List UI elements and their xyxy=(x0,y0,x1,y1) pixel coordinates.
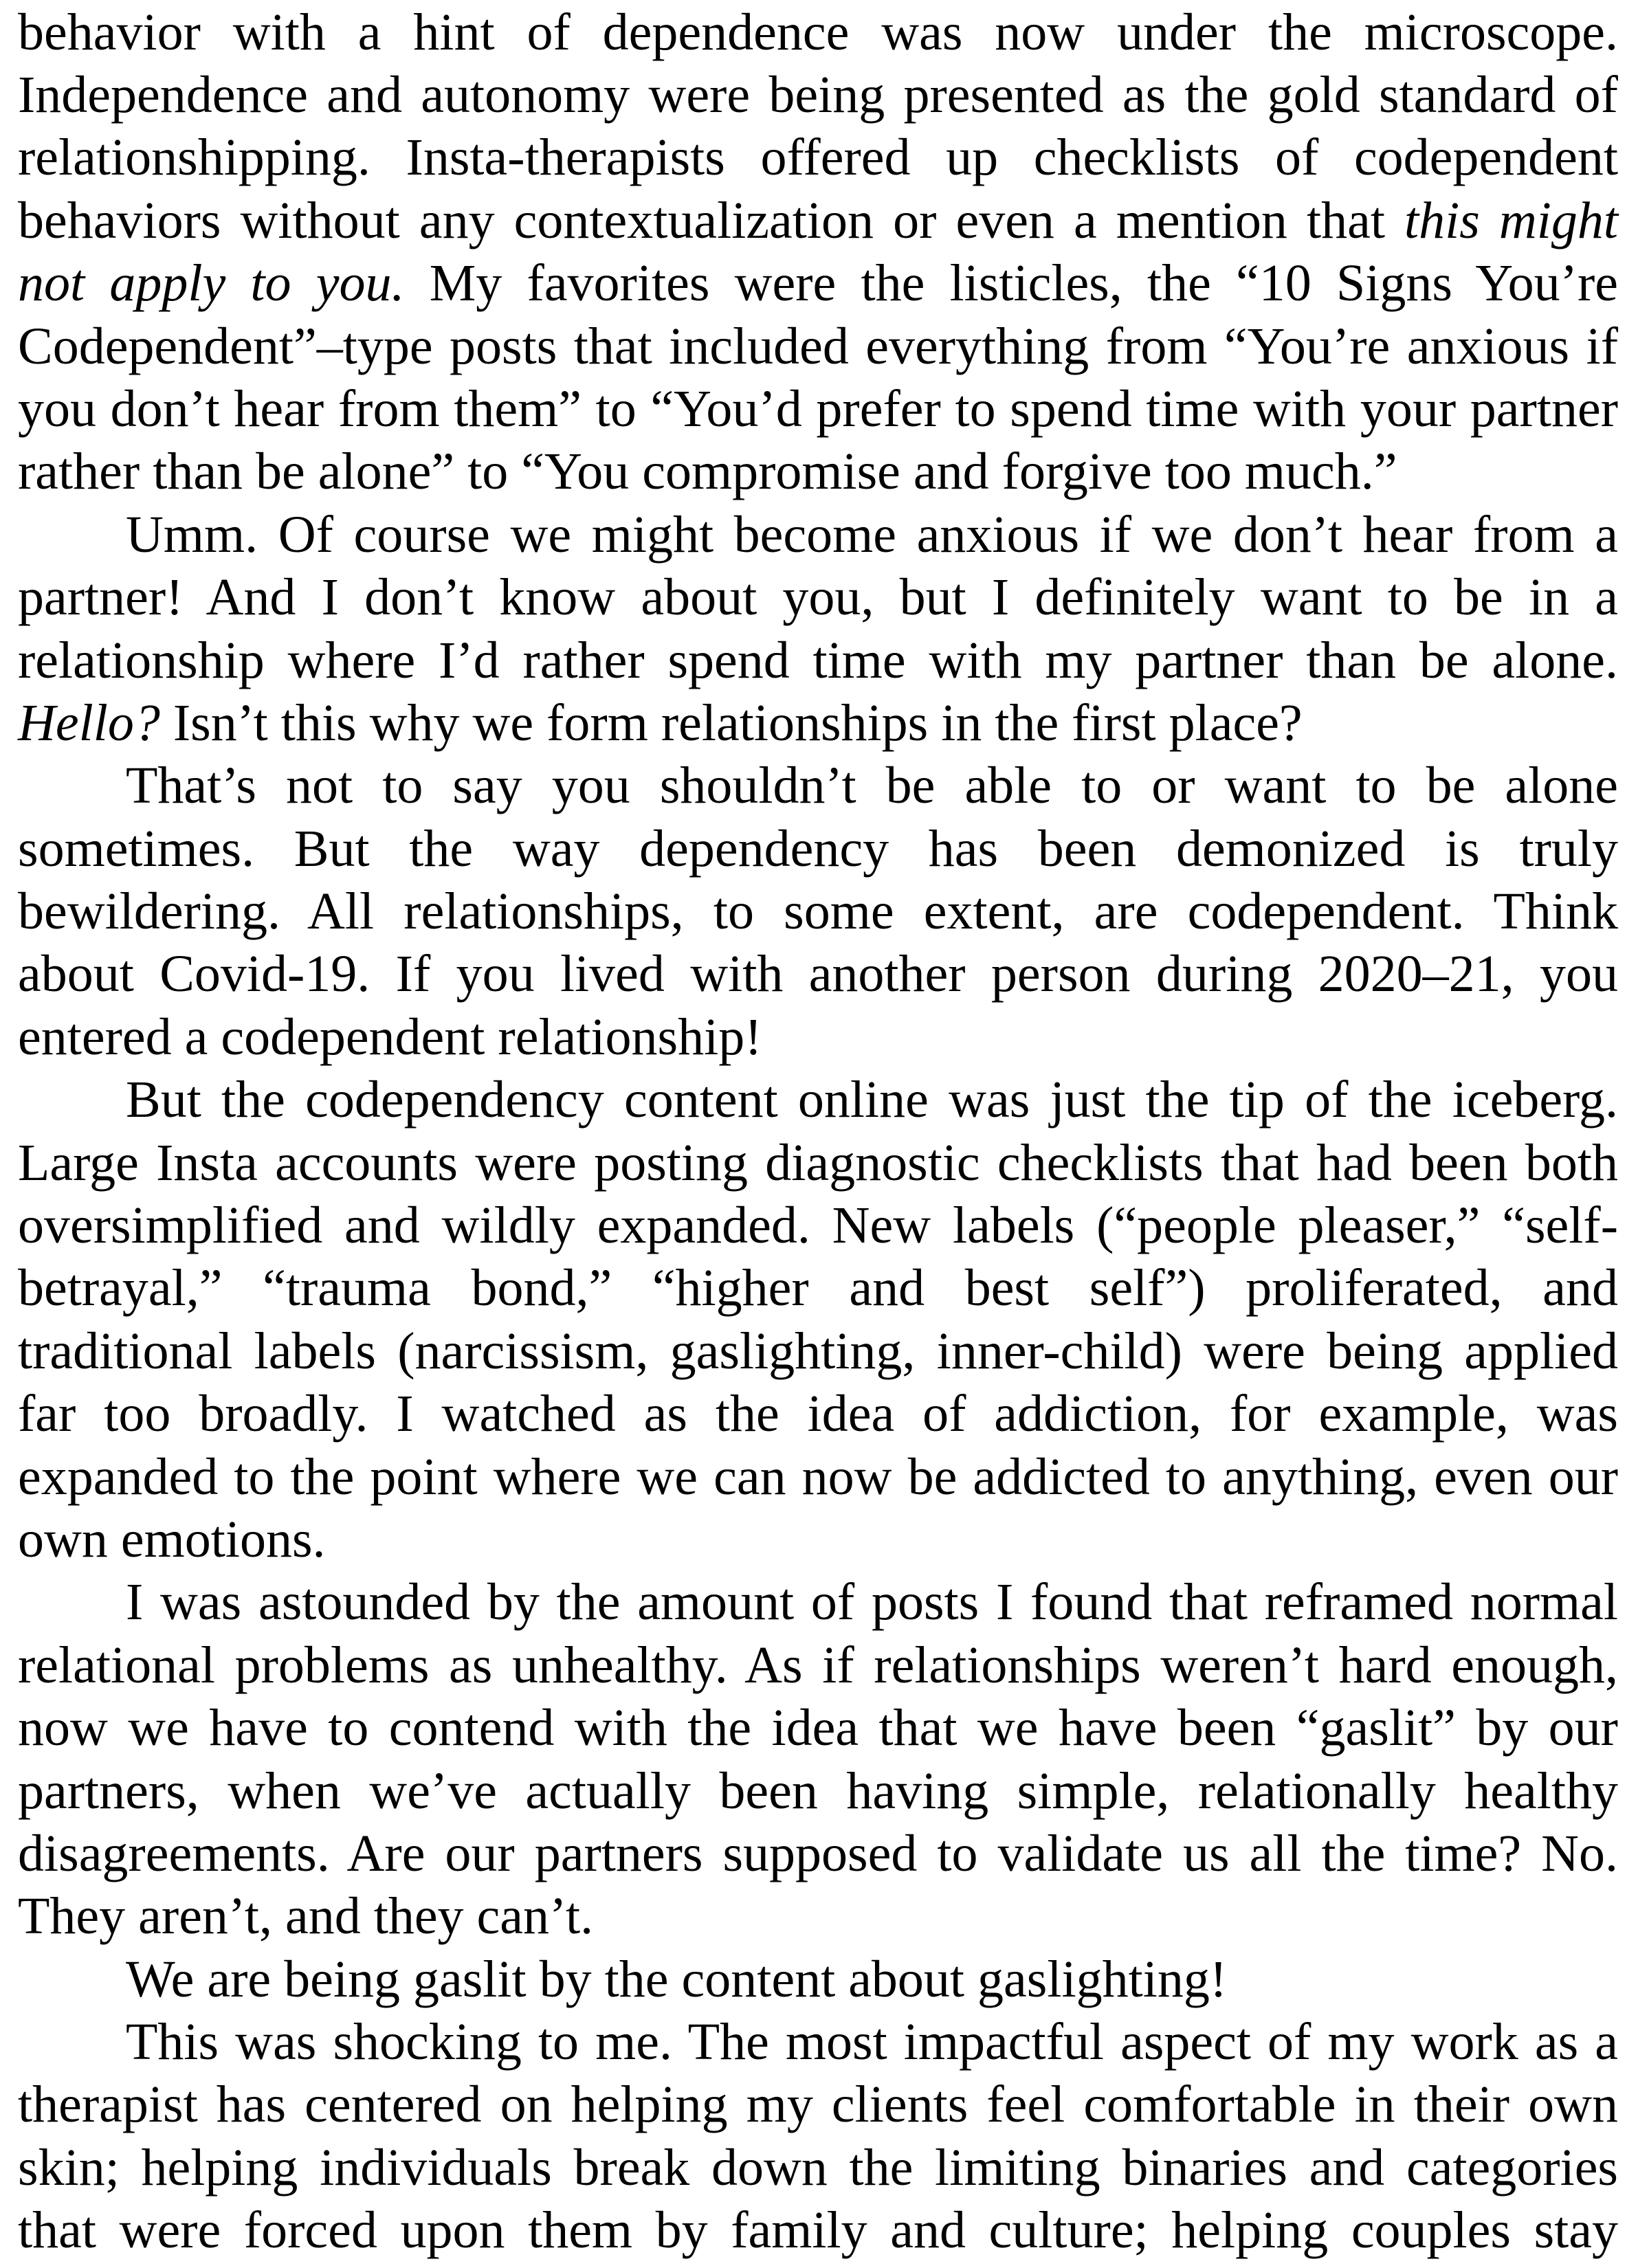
text-line-content xyxy=(18,692,1618,755)
paragraph xyxy=(18,2011,1618,2263)
text-line xyxy=(18,1132,1618,1194)
text-line-content xyxy=(18,1634,1618,1697)
text-line-content xyxy=(18,441,1618,503)
text-line xyxy=(18,315,1618,378)
text-run: This was shocking to me. The most impactful aspect of my work as a xyxy=(126,2013,1618,2071)
text-line-content xyxy=(126,2011,1618,2074)
text-run: behaviors without any contextualization or even a mention that xyxy=(18,191,1405,249)
text-run: sometimes. But the way dependency has been demonized is truly xyxy=(18,819,1618,878)
text-line xyxy=(18,190,1618,252)
text-line xyxy=(18,1006,1618,1069)
text-line xyxy=(18,1194,1618,1257)
text-run: Codependent”–type posts that included everything from “You’re anxious if xyxy=(18,317,1618,375)
text-line xyxy=(18,504,1618,566)
text-line-content xyxy=(18,378,1618,441)
text-line xyxy=(18,630,1618,692)
text-line xyxy=(18,880,1618,943)
text-line xyxy=(18,943,1618,1005)
text-line xyxy=(18,1571,1618,1634)
text-line-content xyxy=(126,1069,1618,1131)
text-line-content xyxy=(18,126,1618,189)
paragraph xyxy=(18,1948,1618,2011)
text-run: about Covid-19. If you lived with another person during 2020–21, you xyxy=(18,945,1618,1003)
text-line xyxy=(18,755,1618,817)
text-run: oversimplified and wildly expanded. New labels (“people pleaser,” “self- xyxy=(18,1197,1618,1255)
text-line-content xyxy=(126,755,1618,817)
book-page-body xyxy=(18,1,1618,2263)
text-run: own emotions. xyxy=(18,1510,326,1568)
text-line-content xyxy=(18,1885,1618,1948)
text-line-content xyxy=(18,2137,1618,2199)
text-line-content xyxy=(18,566,1618,629)
text-line xyxy=(18,1069,1618,1131)
text-line-content xyxy=(126,1948,1618,2011)
text-line xyxy=(18,1446,1618,1509)
text-run: partner! And I don’t know about you, but I definitely want to be in a xyxy=(18,568,1618,627)
text-run: Umm. Of course we might become anxious if we don’t hear from a xyxy=(126,505,1618,564)
text-line xyxy=(18,1383,1618,1445)
text-line xyxy=(18,1697,1618,1759)
text-line xyxy=(18,692,1618,755)
text-run: therapist has centered on helping my clients feel comfortable in their own xyxy=(18,2076,1618,2134)
text-line xyxy=(18,2199,1618,2262)
text-line xyxy=(18,1257,1618,1320)
text-line-content xyxy=(18,818,1618,880)
text-run: disagreements. Are our partners supposed to validate us all the time? No. xyxy=(18,1824,1618,1882)
text-line-content xyxy=(18,1446,1618,1509)
text-run: behavior with a hint of dependence was now under the microscope. xyxy=(18,3,1618,61)
text-run: Large Insta accounts were posting diagnostic checklists that had been both xyxy=(18,1133,1618,1192)
text-line-content xyxy=(18,1257,1618,1320)
text-line-content xyxy=(18,630,1618,692)
text-line-content xyxy=(18,190,1618,252)
paragraph xyxy=(18,1571,1618,1948)
text-run: now we have to contend with the idea that we have been “gaslit” by our xyxy=(18,1699,1618,1757)
italic-text: Hello? xyxy=(18,693,160,752)
text-run: partners, when we’ve actually been having simple, relationally healthy xyxy=(18,1761,1618,1820)
text-line xyxy=(18,64,1618,126)
text-line-content xyxy=(18,1,1618,64)
text-line xyxy=(18,1823,1618,1885)
text-line-content xyxy=(18,1132,1618,1194)
text-line xyxy=(18,1,1618,64)
text-run: relationship where I’d rather spend time with my partner than be alone. xyxy=(18,631,1618,689)
text-line xyxy=(18,1760,1618,1823)
text-line-content xyxy=(18,2074,1618,2136)
paragraph xyxy=(18,755,1618,1069)
text-run: relationshipping. Insta-therapists offered up checklists of codependent xyxy=(18,129,1618,187)
italic-text: this might xyxy=(1404,191,1619,249)
text-run: bewildering. All relationships, to some extent, are codependent. Think xyxy=(18,882,1618,941)
text-line xyxy=(18,126,1618,189)
text-line-content xyxy=(126,1571,1618,1634)
text-line xyxy=(18,1509,1618,1571)
text-run: We are being gaslit by the content about gaslighting! xyxy=(126,1950,1228,2008)
italic-text: not apply to you. xyxy=(18,254,405,313)
text-run: far too broadly. I watched as the idea of addiction, for example, was xyxy=(18,1385,1618,1443)
paragraph xyxy=(18,1069,1618,1571)
text-line xyxy=(18,566,1618,629)
text-line-content xyxy=(18,1823,1618,1885)
text-line-content xyxy=(18,1320,1618,1383)
text-run: Independence and autonomy were being presented as the gold standard of xyxy=(18,65,1618,124)
text-line-content xyxy=(18,1509,1618,1571)
text-run: entered a codependent relationship! xyxy=(18,1008,762,1066)
paragraph xyxy=(18,504,1618,755)
text-line xyxy=(18,1320,1618,1383)
text-line-content xyxy=(18,1383,1618,1445)
text-line-content xyxy=(18,943,1618,1005)
text-line-content xyxy=(18,1194,1618,1257)
text-line xyxy=(18,1948,1618,2011)
text-line xyxy=(18,252,1618,315)
text-run: you don’t hear from them” to “You’d prefer to spend time with your partner xyxy=(18,379,1618,438)
text-line xyxy=(18,1885,1618,1948)
text-run: skin; helping individuals break down the limiting binaries and categories xyxy=(18,2138,1618,2197)
text-line xyxy=(18,378,1618,441)
text-line xyxy=(18,1634,1618,1697)
text-run: They aren’t, and they can’t. xyxy=(18,1887,594,1946)
text-line-content xyxy=(18,1760,1618,1823)
text-line xyxy=(18,441,1618,503)
text-run: betrayal,” “trauma bond,” “higher and best self”) proliferated, and xyxy=(18,1259,1618,1318)
text-run: rather than be alone” to “You compromise and forgive too much.” xyxy=(18,443,1397,501)
text-run: But the codependency content online was just the tip of the iceberg. xyxy=(126,1071,1618,1129)
text-run: I was astounded by the amount of posts I found that reframed normal xyxy=(126,1573,1618,1632)
text-run: expanded to the point where we can now be addicted to anything, even our xyxy=(18,1447,1618,1506)
paragraph xyxy=(18,1,1618,504)
text-line-content xyxy=(18,2199,1618,2262)
text-line-content xyxy=(18,315,1618,378)
text-run: Isn’t this why we form relationships in the first place? xyxy=(159,693,1303,752)
text-line xyxy=(18,818,1618,880)
text-run: relational problems as unhealthy. As if relationships weren’t hard enough, xyxy=(18,1636,1618,1694)
text-line xyxy=(18,2137,1618,2199)
text-run: that were forced upon them by family and culture; helping couples stay xyxy=(18,2201,1618,2260)
text-line-content xyxy=(18,1006,1618,1069)
text-line-content xyxy=(18,252,1618,315)
text-run: My favorites were the listicles, the “10 Signs You’re xyxy=(404,254,1618,313)
text-run: That’s not to say you shouldn’t be able to or want to be alone xyxy=(126,757,1618,815)
text-line-content xyxy=(126,504,1618,566)
text-line-content xyxy=(18,880,1618,943)
text-run: traditional labels (narcissism, gaslighting, inner-child) were being applied xyxy=(18,1322,1618,1380)
text-line xyxy=(18,2011,1618,2074)
text-line-content xyxy=(18,64,1618,126)
text-line xyxy=(18,2074,1618,2136)
text-line-content xyxy=(18,1697,1618,1759)
